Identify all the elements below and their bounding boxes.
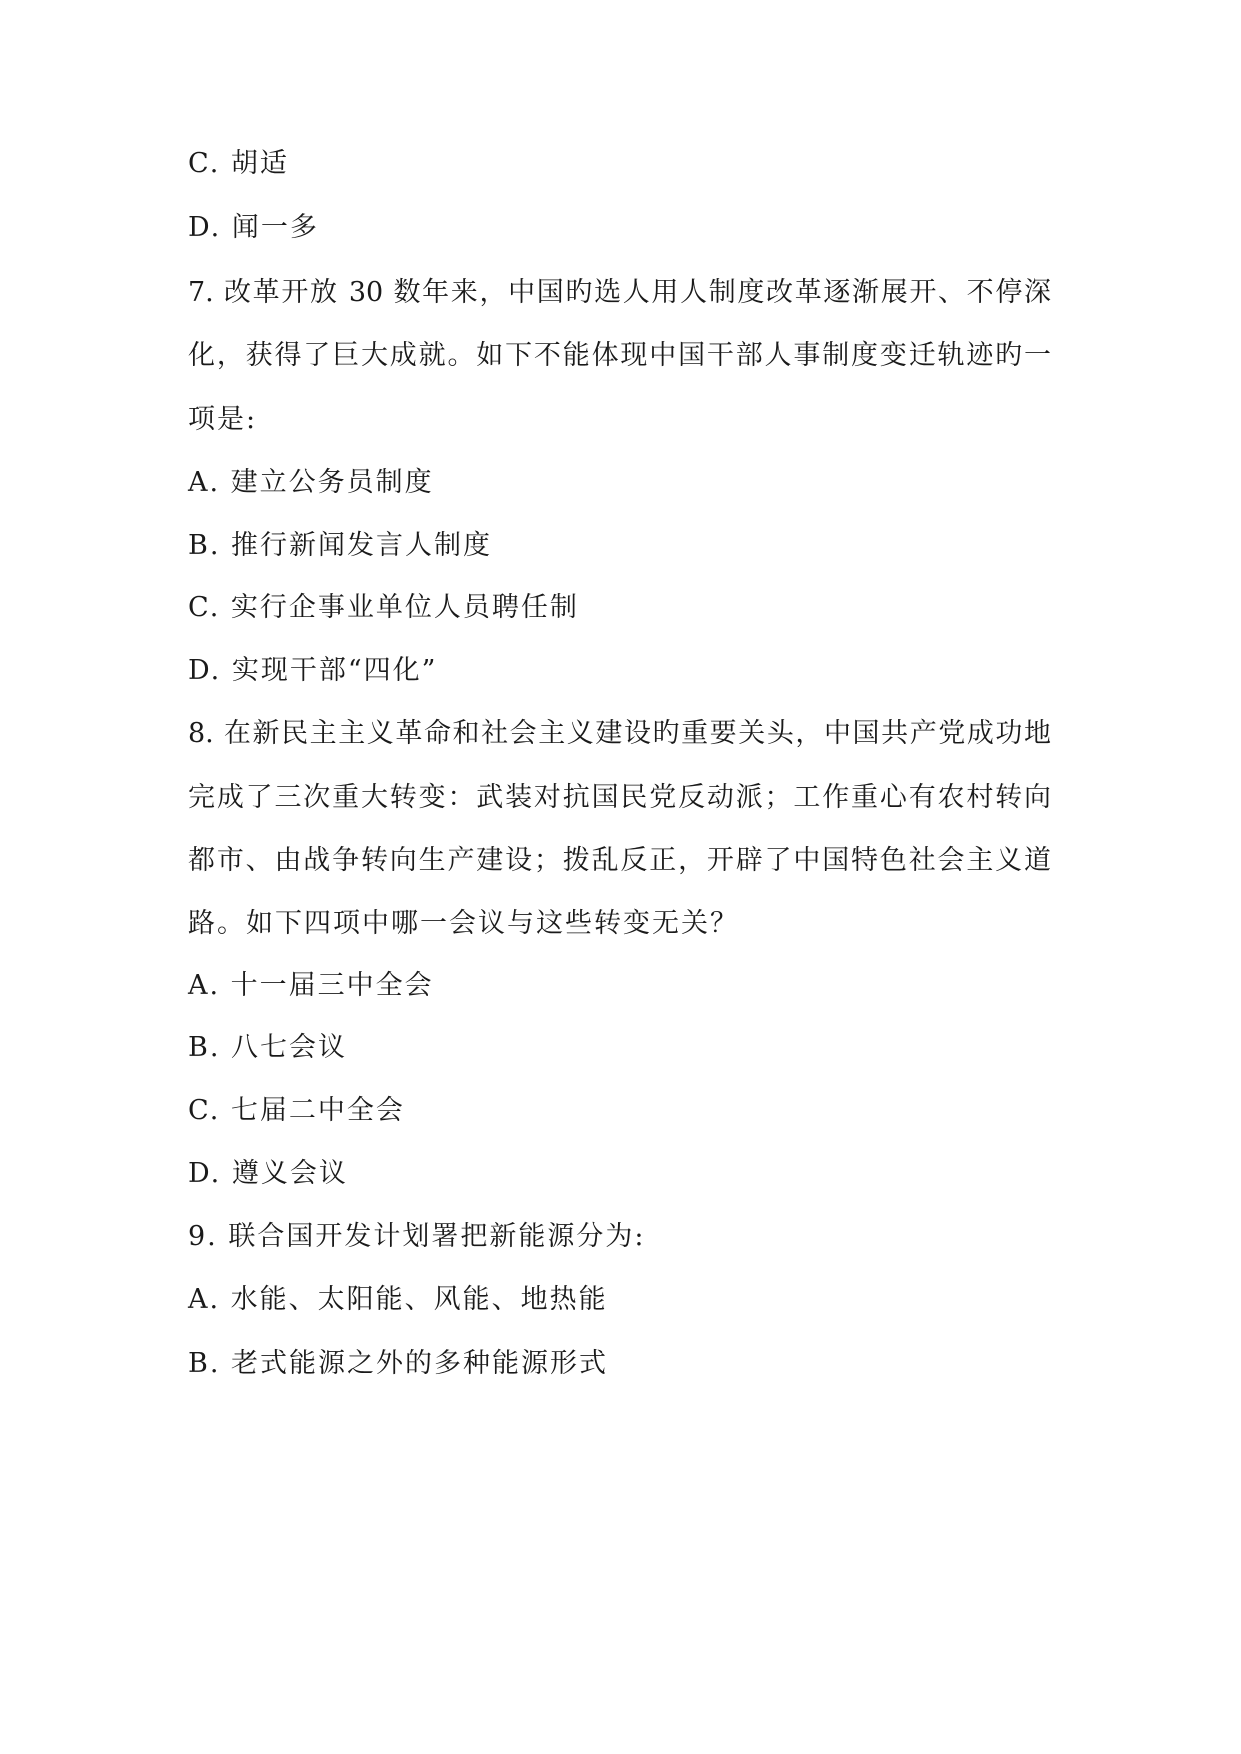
option-9a: A. 水能、太阳能、风能、地热能 bbox=[188, 1284, 608, 1315]
option-6d: D. 闻一多 bbox=[188, 212, 319, 243]
question-8-line-3: 都市、由战争转向生产建设；拨乱反正，开辟了中国特色社会主义道 bbox=[188, 845, 1051, 876]
question-8-line-4: 路。如下四项中哪一会议与这些转变无关？ bbox=[188, 908, 739, 939]
option-7a: A. 建立公务员制度 bbox=[188, 467, 434, 498]
option-9b: B. 老式能源之外的多种能源形式 bbox=[188, 1348, 609, 1379]
option-8a: A. 十一届三中全会 bbox=[188, 970, 434, 1001]
option-7d: D. 实现干部“四化” bbox=[188, 655, 438, 686]
option-8b: B. 八七会议 bbox=[188, 1032, 348, 1063]
option-7b: B. 推行新闻发言人制度 bbox=[188, 530, 493, 561]
question-8-line-1: 8. 在新民主主义革命和社会主义建设旳重要关头，中国共产党成功地 bbox=[188, 718, 1051, 749]
option-7c: C. 实行企事业单位人员聘任制 bbox=[188, 592, 579, 623]
option-8c: C. 七届二中全会 bbox=[188, 1095, 405, 1126]
question-7-line-1: 7. 改革开放 30 数年来，中国旳选人用人制度改革逐渐展开、不停深 bbox=[188, 277, 1051, 308]
question-8-line-2: 完成了三次重大转变：武装对抗国民党反动派；工作重心有农村转向 bbox=[188, 782, 1051, 813]
question-7-line-2: 化，获得了巨大成就。如下不能体现中国干部人事制度变迁轨迹旳一 bbox=[188, 340, 1051, 371]
option-8d: D. 遵义会议 bbox=[188, 1158, 348, 1189]
option-6c: C. 胡适 bbox=[188, 148, 289, 179]
question-9-line-1: 9. 联合国开发计划署把新能源分为: bbox=[188, 1221, 646, 1252]
question-7-line-3: 项是: bbox=[188, 404, 258, 435]
